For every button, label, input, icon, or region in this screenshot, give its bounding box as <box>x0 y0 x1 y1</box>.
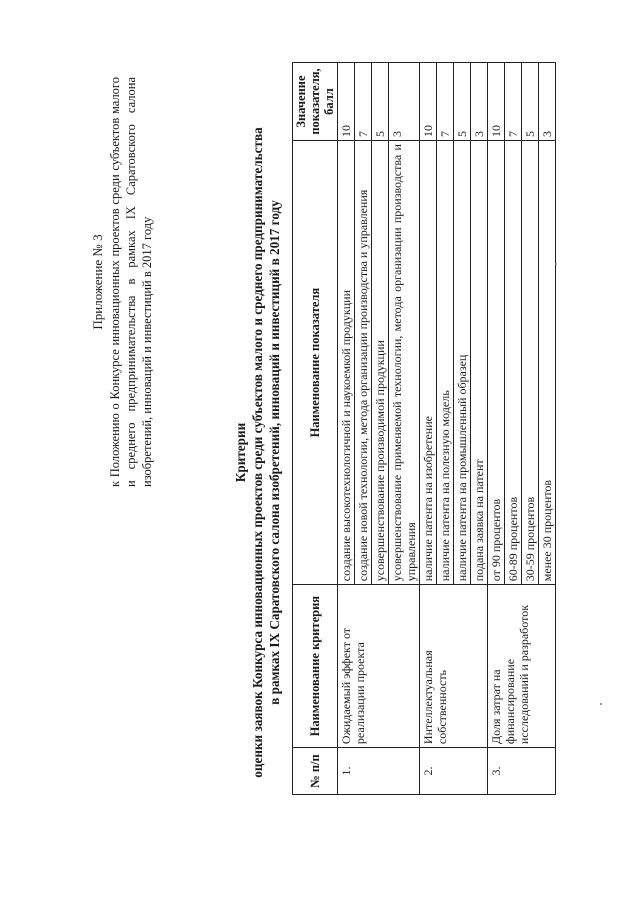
indicator-name: наличие патента на изобретение <box>420 141 437 585</box>
indicator-value: 5 <box>522 63 539 141</box>
indicator-name: 30-59 процентов <box>522 141 539 585</box>
criterion-name: Интеллектуальная собственность <box>420 585 488 748</box>
table-header-row <box>293 63 338 795</box>
indicator-value: 3 <box>389 63 420 141</box>
scan-speck <box>600 703 602 705</box>
criterion-name: Ожидаемый эффект от реализации проекта <box>338 585 420 748</box>
criteria-table <box>292 62 556 795</box>
indicator-value: 7 <box>437 63 454 141</box>
header-indicator: Наименование показателя <box>293 141 338 585</box>
indicator-value: 7 <box>355 63 372 141</box>
annex-text: к Положению о Конкурсе инновационных проектов среди субъектов малого и среднего предпринимательства в рамках IX Саратовского салона изобретений, инноваций и инвестиций в 2017 году <box>108 77 154 487</box>
indicator-name: усовершенствование применяемой технологии, метода организации производства и управления <box>389 141 420 585</box>
criterion-number: 1. <box>338 748 420 795</box>
table-row <box>338 63 355 795</box>
header-criterion: Наименование критерия <box>293 585 338 748</box>
criterion-name: Доля затрат на финансирование исследований и разработок <box>488 585 556 748</box>
indicator-value: 3 <box>471 63 488 141</box>
indicator-value: 5 <box>372 63 389 141</box>
indicator-value: 3 <box>539 63 556 141</box>
indicator-value: 10 <box>338 63 355 141</box>
document-title: Критерии <box>233 422 248 483</box>
indicator-name: создание высокотехнологичной и наукоемкой продукции <box>338 141 355 585</box>
header-num: № п/п <box>293 748 338 795</box>
indicator-name: наличие патента на полезную модель <box>437 141 454 585</box>
indicator-value: 10 <box>420 63 437 141</box>
scan-speck <box>555 263 557 265</box>
table-row <box>420 63 437 795</box>
indicator-name: создание новой технологии, метода организации производства и управления <box>355 141 372 585</box>
header-value: Значение показателя, балл <box>293 63 338 141</box>
criterion-number: 2. <box>420 748 488 795</box>
annex-block <box>90 77 155 487</box>
annex-title: Приложение № 3 <box>90 234 105 330</box>
document-heading <box>232 60 283 845</box>
table-row <box>488 63 505 795</box>
document-subtitle-line-1: оценки заявок Конкурса инновационных проектов среди субъектов малого и среднего предпринимательства <box>250 127 265 778</box>
indicator-name: наличие патента на промышленный образец <box>454 141 471 585</box>
indicator-name: подана заявка на патент <box>471 141 488 585</box>
indicator-name: от 90 процентов <box>488 141 505 585</box>
criterion-number: 3. <box>488 748 556 795</box>
indicator-name: 60-89 процентов <box>505 141 522 585</box>
indicator-value: 5 <box>454 63 471 141</box>
indicator-value: 10 <box>488 63 505 141</box>
document-subtitle-line-2: в рамках IX Саратовского салона изобретений, инноваций и инвестиций в 2017 году <box>267 200 282 705</box>
indicator-name: усовершенствование производимой продукции <box>372 141 389 585</box>
indicator-name: менее 30 процентов <box>539 141 556 585</box>
indicator-value: 7 <box>505 63 522 141</box>
